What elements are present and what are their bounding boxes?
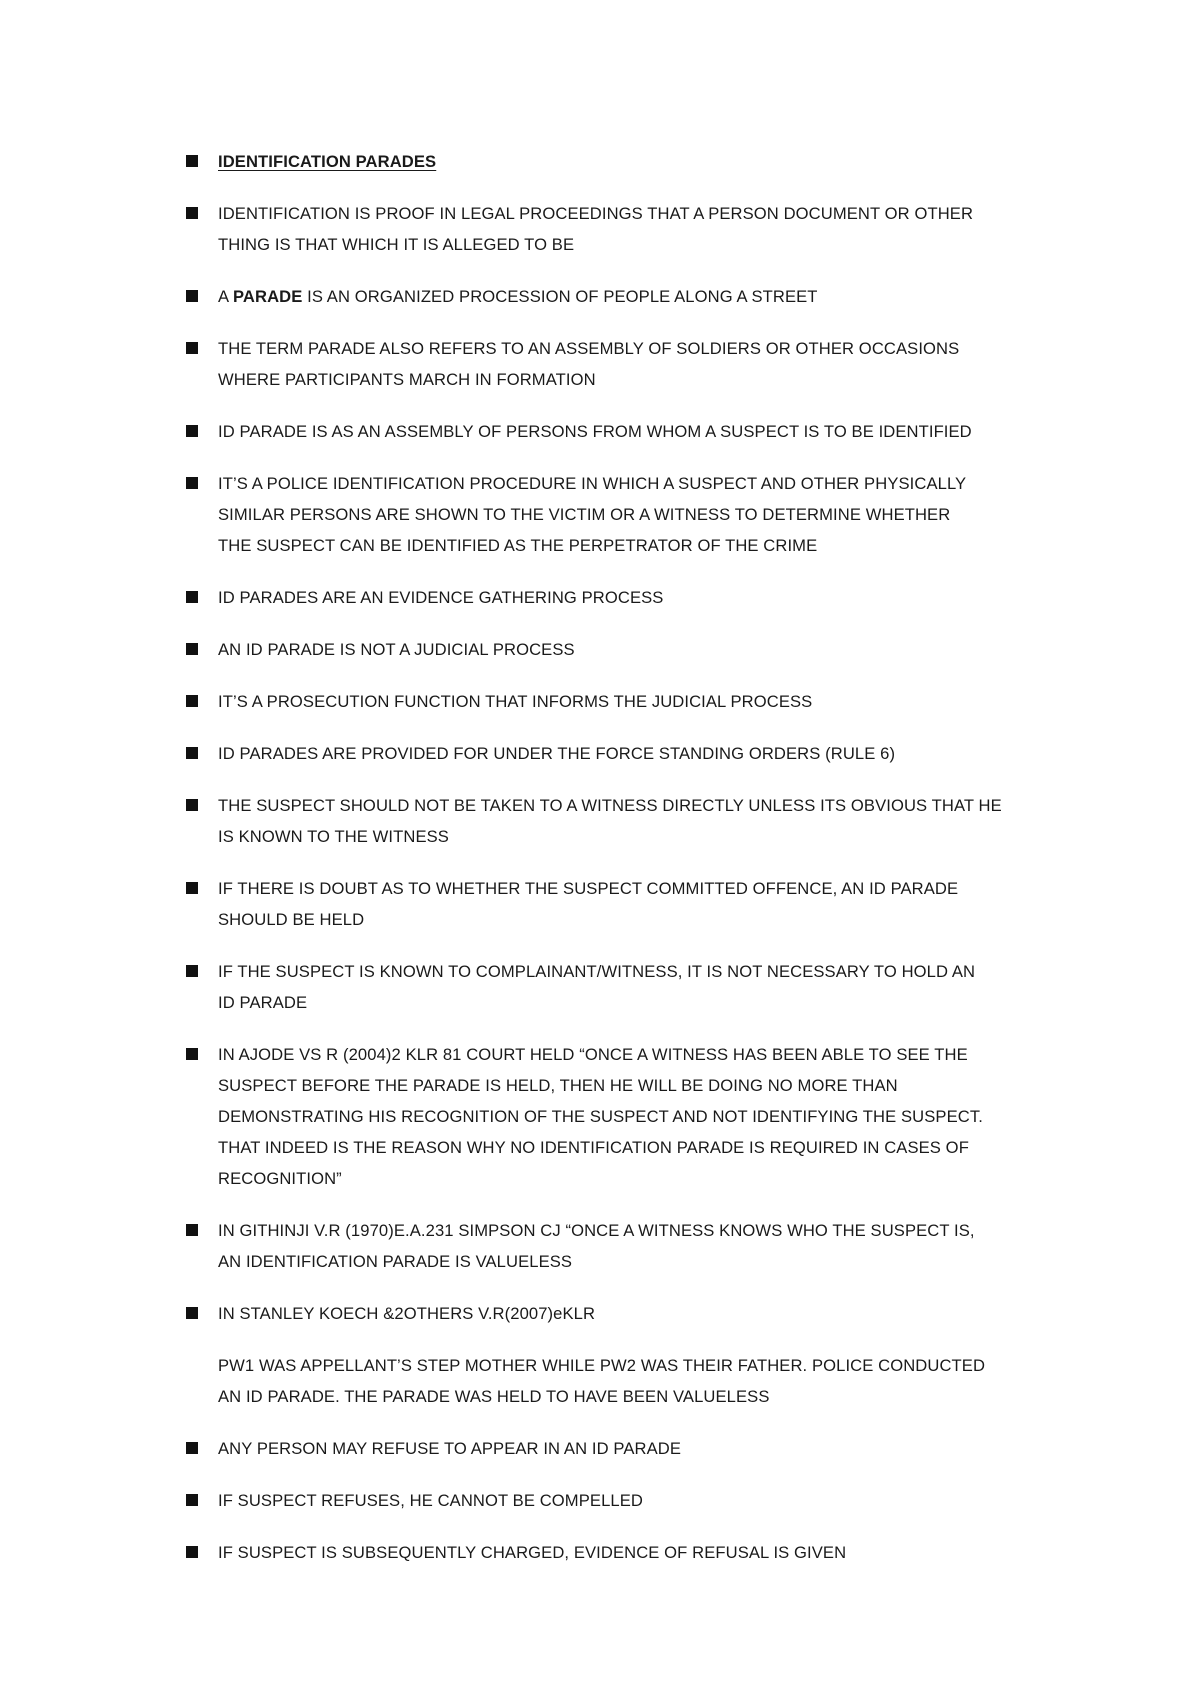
text-line: AN IDENTIFICATION PARADE IS VALUELESS [218, 1252, 573, 1271]
square-bullet-icon [186, 425, 198, 437]
square-bullet-icon [186, 1442, 198, 1454]
square-bullet-icon [186, 1546, 198, 1558]
bullet-item [186, 1215, 1066, 1277]
text-line: WHERE PARTICIPANTS MARCH IN FORMATION [218, 370, 596, 389]
text-line: IF SUSPECT REFUSES, HE CANNOT BE COMPELLED [218, 1491, 643, 1510]
document-body [186, 146, 1066, 1589]
text-line: IF SUSPECT IS SUBSEQUENTLY CHARGED, EVIDENCE OF REFUSAL IS GIVEN [218, 1543, 847, 1562]
text-line: ID PARADE IS AS AN ASSEMBLY OF PERSONS FROM WHOM A SUSPECT IS TO BE IDENTIFIED [218, 422, 972, 441]
square-bullet-icon [186, 1494, 198, 1506]
text-run: A [218, 287, 233, 306]
text-line: DEMONSTRATING HIS RECOGNITION OF THE SUSPECT AND NOT IDENTIFYING THE SUSPECT. [218, 1107, 983, 1126]
bullet-item [186, 634, 1066, 665]
paragraph [186, 1350, 1066, 1412]
bullet-item [186, 281, 1066, 312]
text-line: ID PARADES ARE AN EVIDENCE GATHERING PROCESS [218, 588, 664, 607]
bullet-item [186, 1298, 1066, 1329]
square-bullet-icon [186, 477, 198, 489]
text-line: ID PARADE [218, 993, 308, 1012]
text-line: THE SUSPECT CAN BE IDENTIFIED AS THE PERPETRATOR OF THE CRIME [218, 536, 818, 555]
bullet-item [186, 1485, 1066, 1516]
text-line: ANY PERSON MAY REFUSE TO APPEAR IN AN ID PARADE [218, 1439, 682, 1458]
text-line: PW1 WAS APPELLANT’S STEP MOTHER WHILE PW2 WAS THEIR FATHER. POLICE CONDUCTED [218, 1356, 986, 1375]
bullet-item [186, 582, 1066, 613]
square-bullet-icon [186, 695, 198, 707]
bullet-item [186, 146, 1066, 177]
bullet-item [186, 1039, 1066, 1194]
bold-term: PARADE [232, 287, 303, 306]
square-bullet-icon [186, 155, 198, 167]
text-line: IS KNOWN TO THE WITNESS [218, 827, 449, 846]
text-line: THING IS THAT WHICH IT IS ALLEGED TO BE [218, 235, 575, 254]
text-line: THE SUSPECT SHOULD NOT BE TAKEN TO A WITNESS DIRECTLY UNLESS ITS OBVIOUS THAT HE [218, 796, 1002, 815]
bullet-item [186, 956, 1066, 1018]
bullet-item [186, 790, 1066, 852]
text-line: IN STANLEY KOECH &2OTHERS V.R(2007)eKLR [218, 1304, 596, 1323]
text-line: IT’S A POLICE IDENTIFICATION PROCEDURE IN WHICH A SUSPECT AND OTHER PHYSICALLY [218, 474, 967, 493]
text-line: IN GITHINJI V.R (1970)E.A.231 SIMPSON CJ “ONCE A WITNESS KNOWS WHO THE SUSPECT IS, [218, 1221, 975, 1240]
square-bullet-icon [186, 342, 198, 354]
text-line: IDENTIFICATION IS PROOF IN LEGAL PROCEEDINGS THAT A PERSON DOCUMENT OR OTHER [218, 204, 974, 223]
square-bullet-icon [186, 591, 198, 603]
text-line: AN ID PARADE IS NOT A JUDICIAL PROCESS [218, 640, 575, 659]
square-bullet-icon [186, 799, 198, 811]
section-heading: IDENTIFICATION PARADES [218, 152, 437, 171]
square-bullet-icon [186, 1224, 198, 1236]
square-bullet-icon [186, 747, 198, 759]
text-line: RECOGNITION” [218, 1169, 342, 1188]
text-run: IS AN ORGANIZED PROCESSION OF PEOPLE ALONG A STREET [302, 287, 818, 306]
text-line: SIMILAR PERSONS ARE SHOWN TO THE VICTIM OR A WITNESS TO DETERMINE WHETHER [218, 505, 951, 524]
bullet-item [186, 468, 1066, 561]
text-line: IF THE SUSPECT IS KNOWN TO COMPLAINANT/WITNESS, IT IS NOT NECESSARY TO HOLD AN [218, 962, 976, 981]
bullet-item [186, 416, 1066, 447]
bullet-item [186, 686, 1066, 717]
square-bullet-icon [186, 1048, 198, 1060]
square-bullet-icon [186, 290, 198, 302]
text-line: ID PARADES ARE PROVIDED FOR UNDER THE FORCE STANDING ORDERS (RULE 6) [218, 744, 896, 763]
text-line: SHOULD BE HELD [218, 910, 365, 929]
text-line: IN AJODE VS R (2004)2 KLR 81 COURT HELD “ONCE A WITNESS HAS BEEN ABLE TO SEE THE [218, 1045, 968, 1064]
bullet-item [186, 873, 1066, 935]
bullet-item [186, 198, 1066, 260]
text-line: THE TERM PARADE ALSO REFERS TO AN ASSEMBLY OF SOLDIERS OR OTHER OCCASIONS [218, 339, 960, 358]
text-line: AN ID PARADE. THE PARADE WAS HELD TO HAVE BEEN VALUELESS [218, 1387, 770, 1406]
square-bullet-icon [186, 965, 198, 977]
text-line: IF THERE IS DOUBT AS TO WHETHER THE SUSPECT COMMITTED OFFENCE, AN ID PARADE [218, 879, 959, 898]
text-line [218, 281, 1066, 312]
square-bullet-icon [186, 882, 198, 894]
bullet-item [186, 1433, 1066, 1464]
text-line: IT’S A PROSECUTION FUNCTION THAT INFORMS THE JUDICIAL PROCESS [218, 692, 813, 711]
square-bullet-icon [186, 1307, 198, 1319]
square-bullet-icon [186, 207, 198, 219]
text-line: THAT INDEED IS THE REASON WHY NO IDENTIFICATION PARADE IS REQUIRED IN CASES OF [218, 1138, 969, 1157]
bullet-item [186, 1537, 1066, 1568]
square-bullet-icon [186, 643, 198, 655]
text-line: SUSPECT BEFORE THE PARADE IS HELD, THEN HE WILL BE DOING NO MORE THAN [218, 1076, 898, 1095]
bullet-item [186, 333, 1066, 395]
bullet-item [186, 738, 1066, 769]
